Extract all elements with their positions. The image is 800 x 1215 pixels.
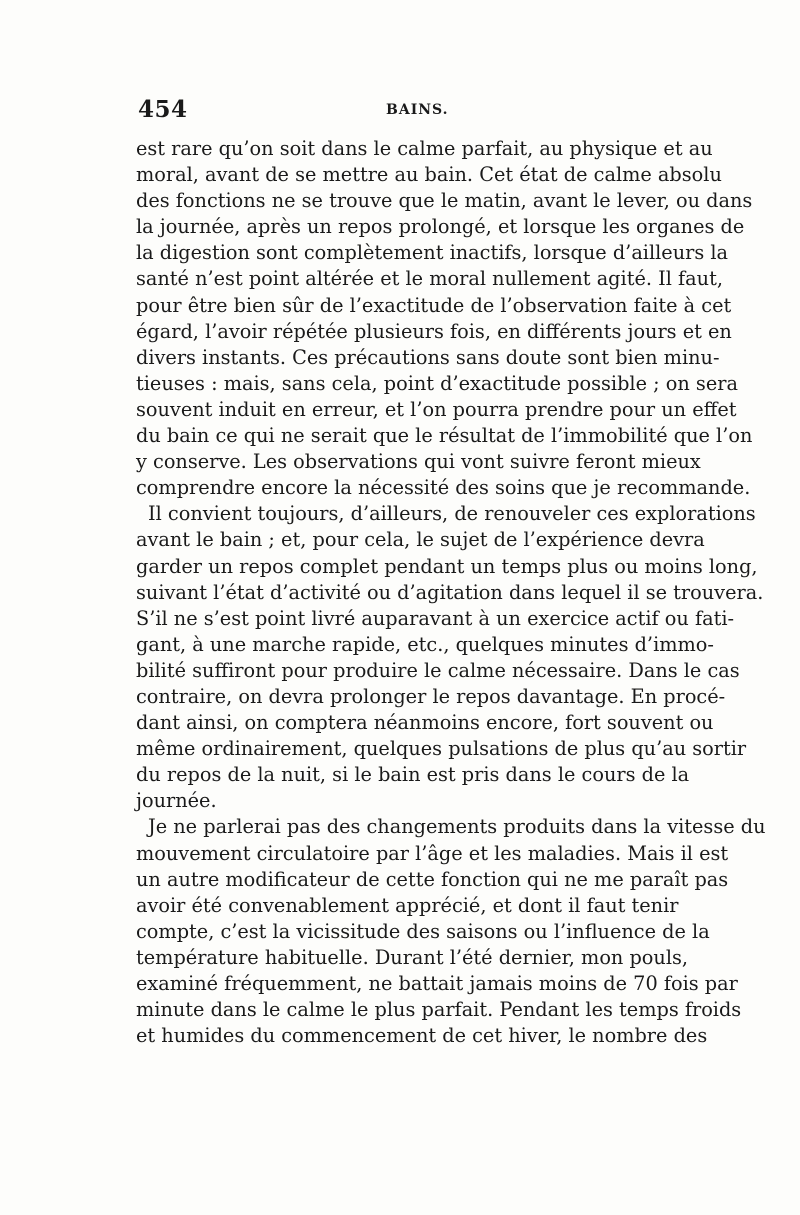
- text-line: examiné fréquemment, ne battait jamais moins de 70 fois par: [136, 972, 738, 995]
- text-line: tieuses : mais, sans cela, point d’exactitude possible ; on sera: [136, 371, 738, 395]
- text-line: avoir été convenablement apprécié, et dont il faut tenir: [136, 893, 679, 917]
- text-line: égard, l’avoir répétée plusieurs fois, en différents jours et en: [136, 319, 732, 343]
- body-text: [136, 136, 766, 1049]
- text-line: suivant l’état d’activité ou d’agitation dans lequel il se trouvera.: [136, 580, 764, 604]
- text-line: du repos de la nuit, si le bain est pris dans le cours de la: [136, 763, 690, 787]
- text-line: divers instants. Ces précautions sans doute sont bien minu-: [136, 345, 720, 369]
- text-line: un autre modificateur de cette fonction qui ne me paraît pas: [136, 867, 729, 891]
- text-line: garder un repos complet pendant un temps plus ou moins long,: [136, 554, 758, 578]
- text-line: même ordinairement, quelques pulsations de plus qu’au sortir: [136, 737, 747, 761]
- text-line: la digestion sont complètement inactifs, lorsque d’ailleurs la: [136, 241, 729, 265]
- text-line: des fonctions ne se trouve que le matin, avant le lever, ou dans: [136, 189, 753, 213]
- text-line: pour être bien sûr de l’exactitude de l’observation faite à cet: [136, 293, 732, 317]
- text-line: comprendre encore la nécessité des soins que je recommande.: [136, 476, 751, 500]
- paragraph-start: Je ne parlerai pas des changements produits dans la vitesse du: [148, 815, 766, 839]
- text-line: dant ainsi, on comptera néanmoins encore, fort souvent ou: [136, 711, 714, 735]
- text-line: et humides du commencement de cet hiver, le nombre des: [136, 1024, 708, 1048]
- text-line: S’il ne s’est point livré auparavant à un exercice actif ou fati-: [136, 606, 735, 630]
- text-line: bilité suffiront pour produire le calme nécessaire. Dans le cas: [136, 658, 740, 682]
- text-line: la journée, après un repos prolongé, et lorsque les organes de: [136, 215, 745, 239]
- page-number: 454: [138, 96, 188, 123]
- text-line: mouvement circulatoire par l’âge et les maladies. Mais il est: [136, 841, 729, 865]
- text-line: santé n’est point altérée et le moral nullement agité. Il faut,: [136, 267, 723, 291]
- text-line: est rare qu’on soit dans le calme parfait, au physique et au: [136, 137, 713, 160]
- page-header: [138, 96, 678, 126]
- text-line: avant le bain ; et, pour cela, le sujet de l’expérience devra: [136, 528, 705, 552]
- text-line: température habituelle. Durant l’été dernier, mon pouls,: [136, 945, 689, 969]
- text-line: journée.: [136, 789, 217, 813]
- paragraph-start: Il convient toujours, d’ailleurs, de renouveler ces explorations: [148, 502, 756, 526]
- text-line: gant, à une marche rapide, etc., quelques minutes d’immo-: [136, 632, 714, 656]
- text-line: minute dans le calme le plus parfait. Pendant les temps froids: [136, 998, 742, 1022]
- running-head: BAINS.: [386, 102, 449, 118]
- text-line: y conserve. Les observations qui vont suivre feront mieux: [136, 450, 701, 474]
- text-line: moral, avant de se mettre au bain. Cet état de calme absolu: [136, 163, 722, 187]
- text-line: souvent induit en erreur, et l’on pourra prendre pour un effet: [136, 397, 737, 421]
- text-line: compte, c’est la vicissitude des saisons ou l’influence de la: [136, 919, 710, 943]
- text-line: contraire, on devra prolonger le repos davantage. En procé-: [136, 684, 726, 708]
- text-line: du bain ce qui ne serait que le résultat de l’immobilité que l’on: [136, 424, 753, 448]
